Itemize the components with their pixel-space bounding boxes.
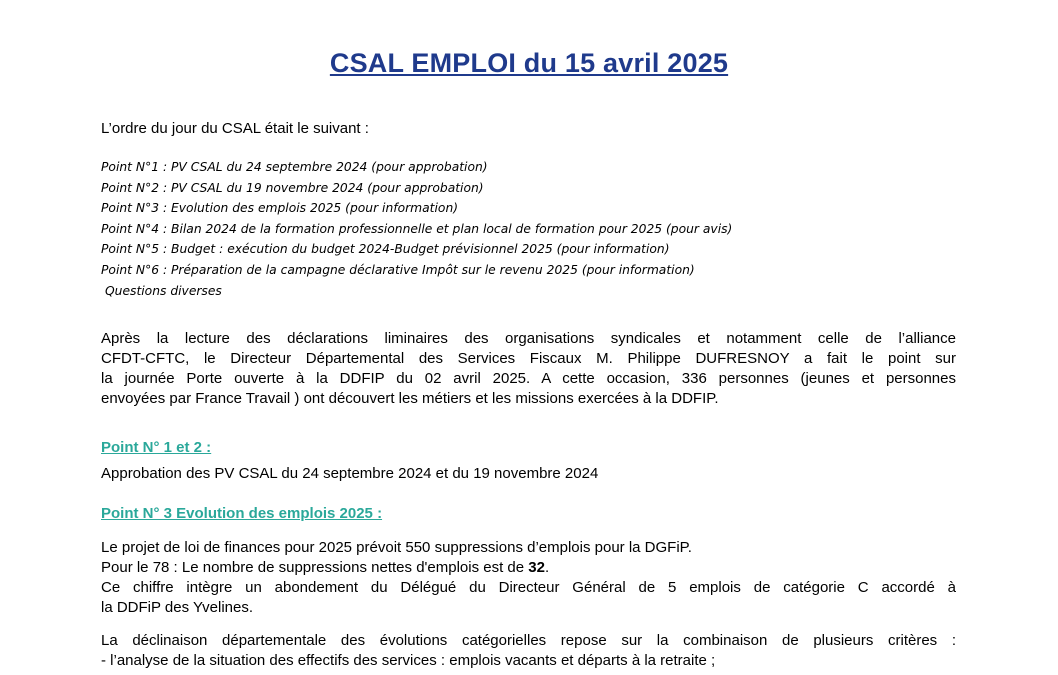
agenda-item: Point N°3 : Evolution des emplois 2025 (pour information) <box>101 201 459 216</box>
point3-bullet-1: - l’analyse de la situation des effectifs des services : emplois vacants et départs à la retraite ; <box>101 652 716 669</box>
intro-paragraph <box>101 329 956 409</box>
point3-line-2-prefix: Pour le 78 : Le nombre de suppressions nettes d'emplois est de <box>101 559 529 576</box>
agenda-item: Point N°2 : PV CSAL du 19 novembre 2024 (pour approbation) <box>101 180 484 195</box>
agenda-item: Point N°6 : Préparation de la campagne déclarative Impôt sur le revenu 2025 (pour information) <box>101 262 695 277</box>
paragraph-line: la journée Porte ouverte à la DDFIP du 02 avril 2025. A cette occasion, 336 personnes (jeunes et personnes <box>101 370 956 387</box>
paragraph-line: CFDT-CFTC, le Directeur Départemental des Services Fiscaux M. Philippe DUFRESNOY a fait le point sur <box>101 350 956 367</box>
heading-points-1-2: Point N° 1 et 2 : <box>101 439 212 456</box>
paragraph-line: Ce chiffre intègre un abondement du Délégué du Directeur Général de 5 emplois de catégorie C accordé à <box>101 579 956 596</box>
point3-paragraph-2 <box>101 578 956 618</box>
agenda-item-questions: Questions diverses <box>105 283 222 298</box>
agenda-intro: L’ordre du jour du CSAL était le suivant : <box>101 120 369 137</box>
net-job-cuts-number: 32 <box>528 559 545 576</box>
paragraph-line: Après la lecture des déclarations liminaires des organisations syndicales et notamment celle de l’alliance <box>101 330 956 347</box>
paragraph-line: La déclinaison départementale des évolutions catégorielles repose sur la combinaison de plusieurs critères : <box>101 632 956 649</box>
heading-point-3: Point N° 3 Evolution des emplois 2025 : <box>101 505 383 522</box>
agenda-item: Point N°1 : PV CSAL du 24 septembre 2024 (pour approbation) <box>101 160 488 174</box>
point3-declinaison <box>101 631 956 651</box>
paragraph-line: la DDFiP des Yvelines. <box>101 599 254 616</box>
point3-line-1: Le projet de loi de finances pour 2025 prévoit 550 suppressions d’emplois pour la DGFiP. <box>101 539 692 556</box>
point3-line-2-suffix: . <box>544 559 550 576</box>
agenda-item: Point N°4 : Bilan 2024 de la formation professionnelle et plan local de formation pour 2025 (pour avis) <box>101 221 733 236</box>
agenda-list <box>101 157 732 301</box>
point3-line-2 <box>101 558 549 578</box>
paragraph-line: envoyées par France Travail ) ont découvert les métiers et les missions exercées à la DDFIP. <box>101 390 719 407</box>
points-1-2-text: Approbation des PV CSAL du 24 septembre 2024 et du 19 novembre 2024 <box>101 465 599 482</box>
document-title: CSAL EMPLOI du 15 avril 2025 <box>329 48 729 78</box>
agenda-item: Point N°5 : Budget : exécution du budget 2024-Budget prévisionnel 2025 (pour information) <box>101 242 670 257</box>
